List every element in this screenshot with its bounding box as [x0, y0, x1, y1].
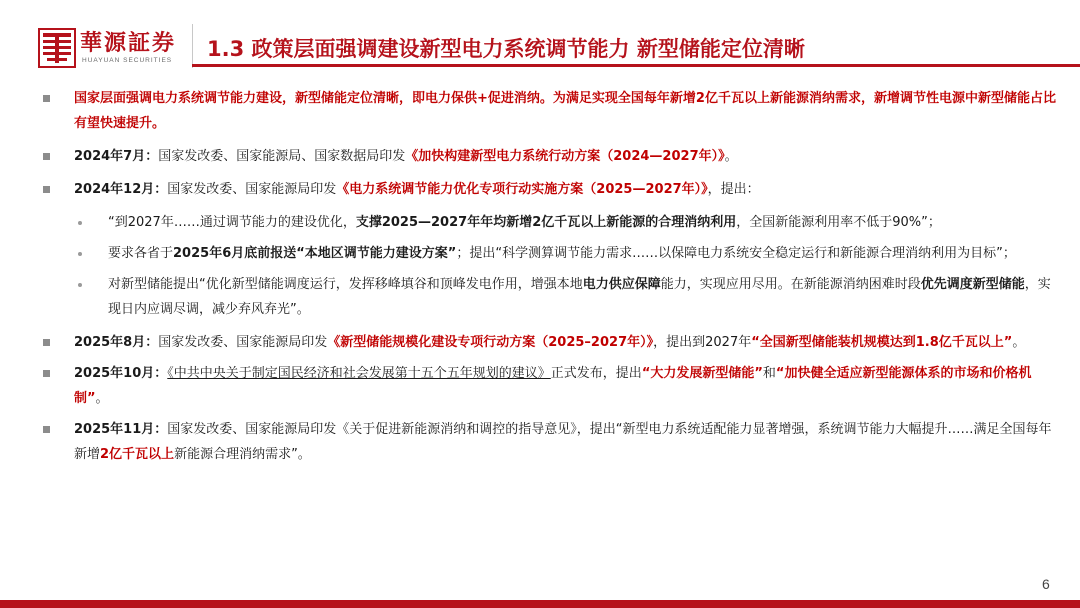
item-text: 。 [1012, 335, 1026, 350]
item-text: 。 [724, 149, 738, 164]
policy-title: 《加快构建新型电力系统行动方案（2024—2027年）》 [405, 149, 725, 164]
date-label: 2025年8月： [74, 335, 159, 350]
item-emphasis: 支撑2025—2027年年均新增2亿千瓦以上新能源的合理消纳利用 [355, 215, 737, 230]
logo-wordmark: 華源証券 [80, 30, 177, 56]
item-text: “到2027年……通过调节能力的建设优化， [108, 215, 356, 230]
item-text: 。 [95, 391, 109, 406]
header [0, 0, 1080, 72]
bullet-item-2025-08 [40, 330, 1060, 355]
date-label: 2025年11月： [74, 422, 168, 437]
square-bullet-icon [43, 370, 50, 377]
item-text: 能力，实现应用尽用。在新能源消纳困难时段 [660, 277, 921, 292]
item-text: ，全国新能源利用率不低于90%”； [736, 215, 941, 230]
item-text: 国家发改委、国家能源局印发 [158, 335, 328, 350]
item-text: 要求各省于 [108, 246, 174, 261]
huayuan-logo-icon [38, 28, 76, 68]
sub-item-2027-target [40, 210, 1060, 235]
page-number: 6 [1042, 576, 1050, 592]
date-label: 2024年7月： [74, 149, 159, 164]
policy-title: 《中共中央关于制定国民经济和社会发展第十五个五年规划的建议》 [167, 366, 551, 381]
policy-title: 《新型储能规模化建设专项行动方案（2025–2027年）》 [327, 335, 654, 350]
sub-item-storage-dispatch [40, 272, 1060, 322]
item-text: 国家发改委、国家能源局、国家数据局印发 [158, 149, 406, 164]
square-bullet-icon [43, 153, 50, 160]
item-text: 新能源合理消纳需求”。 [174, 447, 311, 462]
item-emphasis: 2025年6月底前报送“本地区调节能力建设方案” [173, 246, 457, 261]
page-title: 1.3 政策层面强调建设新型电力系统调节能力 新型储能定位清晰 [207, 37, 805, 61]
item-text: ；提出“科学测算调节能力需求……以保障电力系统安全稳定运行和新能源合理消纳利用为目标”； [456, 246, 1016, 261]
item-text: ，实现日内应调尽调，减少弃风弃光”。 [108, 277, 1051, 317]
square-bullet-icon [43, 426, 50, 433]
item-emphasis: “加快健全适应新型能源体系的市场和价格机制” [74, 366, 1032, 406]
item-emphasis: 电力供应保障 [582, 277, 661, 292]
item-text: 对新型储能提出“优化新型储能调度运行，发挥移峰填谷和顶峰发电作用，增强本地 [108, 277, 583, 292]
item-emphasis: “大力发展新型储能” [641, 366, 763, 381]
item-text: 正式发布，提出 [550, 366, 642, 381]
sub-item-province-plan [40, 241, 1060, 266]
item-text: 和 [762, 366, 776, 381]
footer-bar [0, 600, 1080, 608]
date-label: 2024年12月： [74, 182, 168, 197]
item-emphasis: 优先调度新型储能 [920, 277, 1025, 292]
item-emphasis: “全国新型储能装机规模达到1.8亿千瓦以上” [751, 335, 1013, 350]
item-text: ，提出： [707, 182, 760, 197]
date-label: 2025年10月： [74, 366, 168, 381]
header-divider [192, 24, 193, 68]
dot-bullet-icon [78, 252, 82, 256]
header-rule [192, 64, 1080, 67]
item-text: 国家发改委、国家能源局印发 [167, 182, 337, 197]
square-bullet-icon [43, 95, 50, 102]
item-emphasis: 2亿千瓦以上 [100, 447, 175, 462]
item-text: ，提出到2027年 [653, 335, 752, 350]
bullet-item-summary [40, 86, 1060, 136]
logo-english: HUAYUAN SECURITIES [82, 57, 173, 64]
square-bullet-icon [43, 339, 50, 346]
bullet-item-2024-07 [40, 144, 1060, 169]
bullet-item-2025-11 [40, 417, 1060, 467]
summary-text: 国家层面强调电力系统调节能力建设，新型储能定位清晰，即电力保供+促进消纳。为满足实现全国每年新增2亿千瓦以上新能源消纳需求，新增调节性电源中新型储能占比有望快速提升。 [74, 91, 1056, 131]
dot-bullet-icon [78, 221, 82, 225]
dot-bullet-icon [78, 283, 82, 287]
bullet-item-2025-10 [40, 361, 1060, 411]
slide-content [40, 86, 1060, 467]
policy-title: 《电力系统调节能力优化专项行动实施方案（2025—2027年）》 [336, 182, 708, 197]
item-text: 国家发改委、国家能源局印发《关于促进新能源消纳和调控的指导意见》，提出“新型电力系统适配能力显著增强，系统调节能力大幅提升……满足全国每年新增 [74, 422, 1052, 462]
bullet-item-2024-12 [40, 177, 1060, 202]
square-bullet-icon [43, 186, 50, 193]
